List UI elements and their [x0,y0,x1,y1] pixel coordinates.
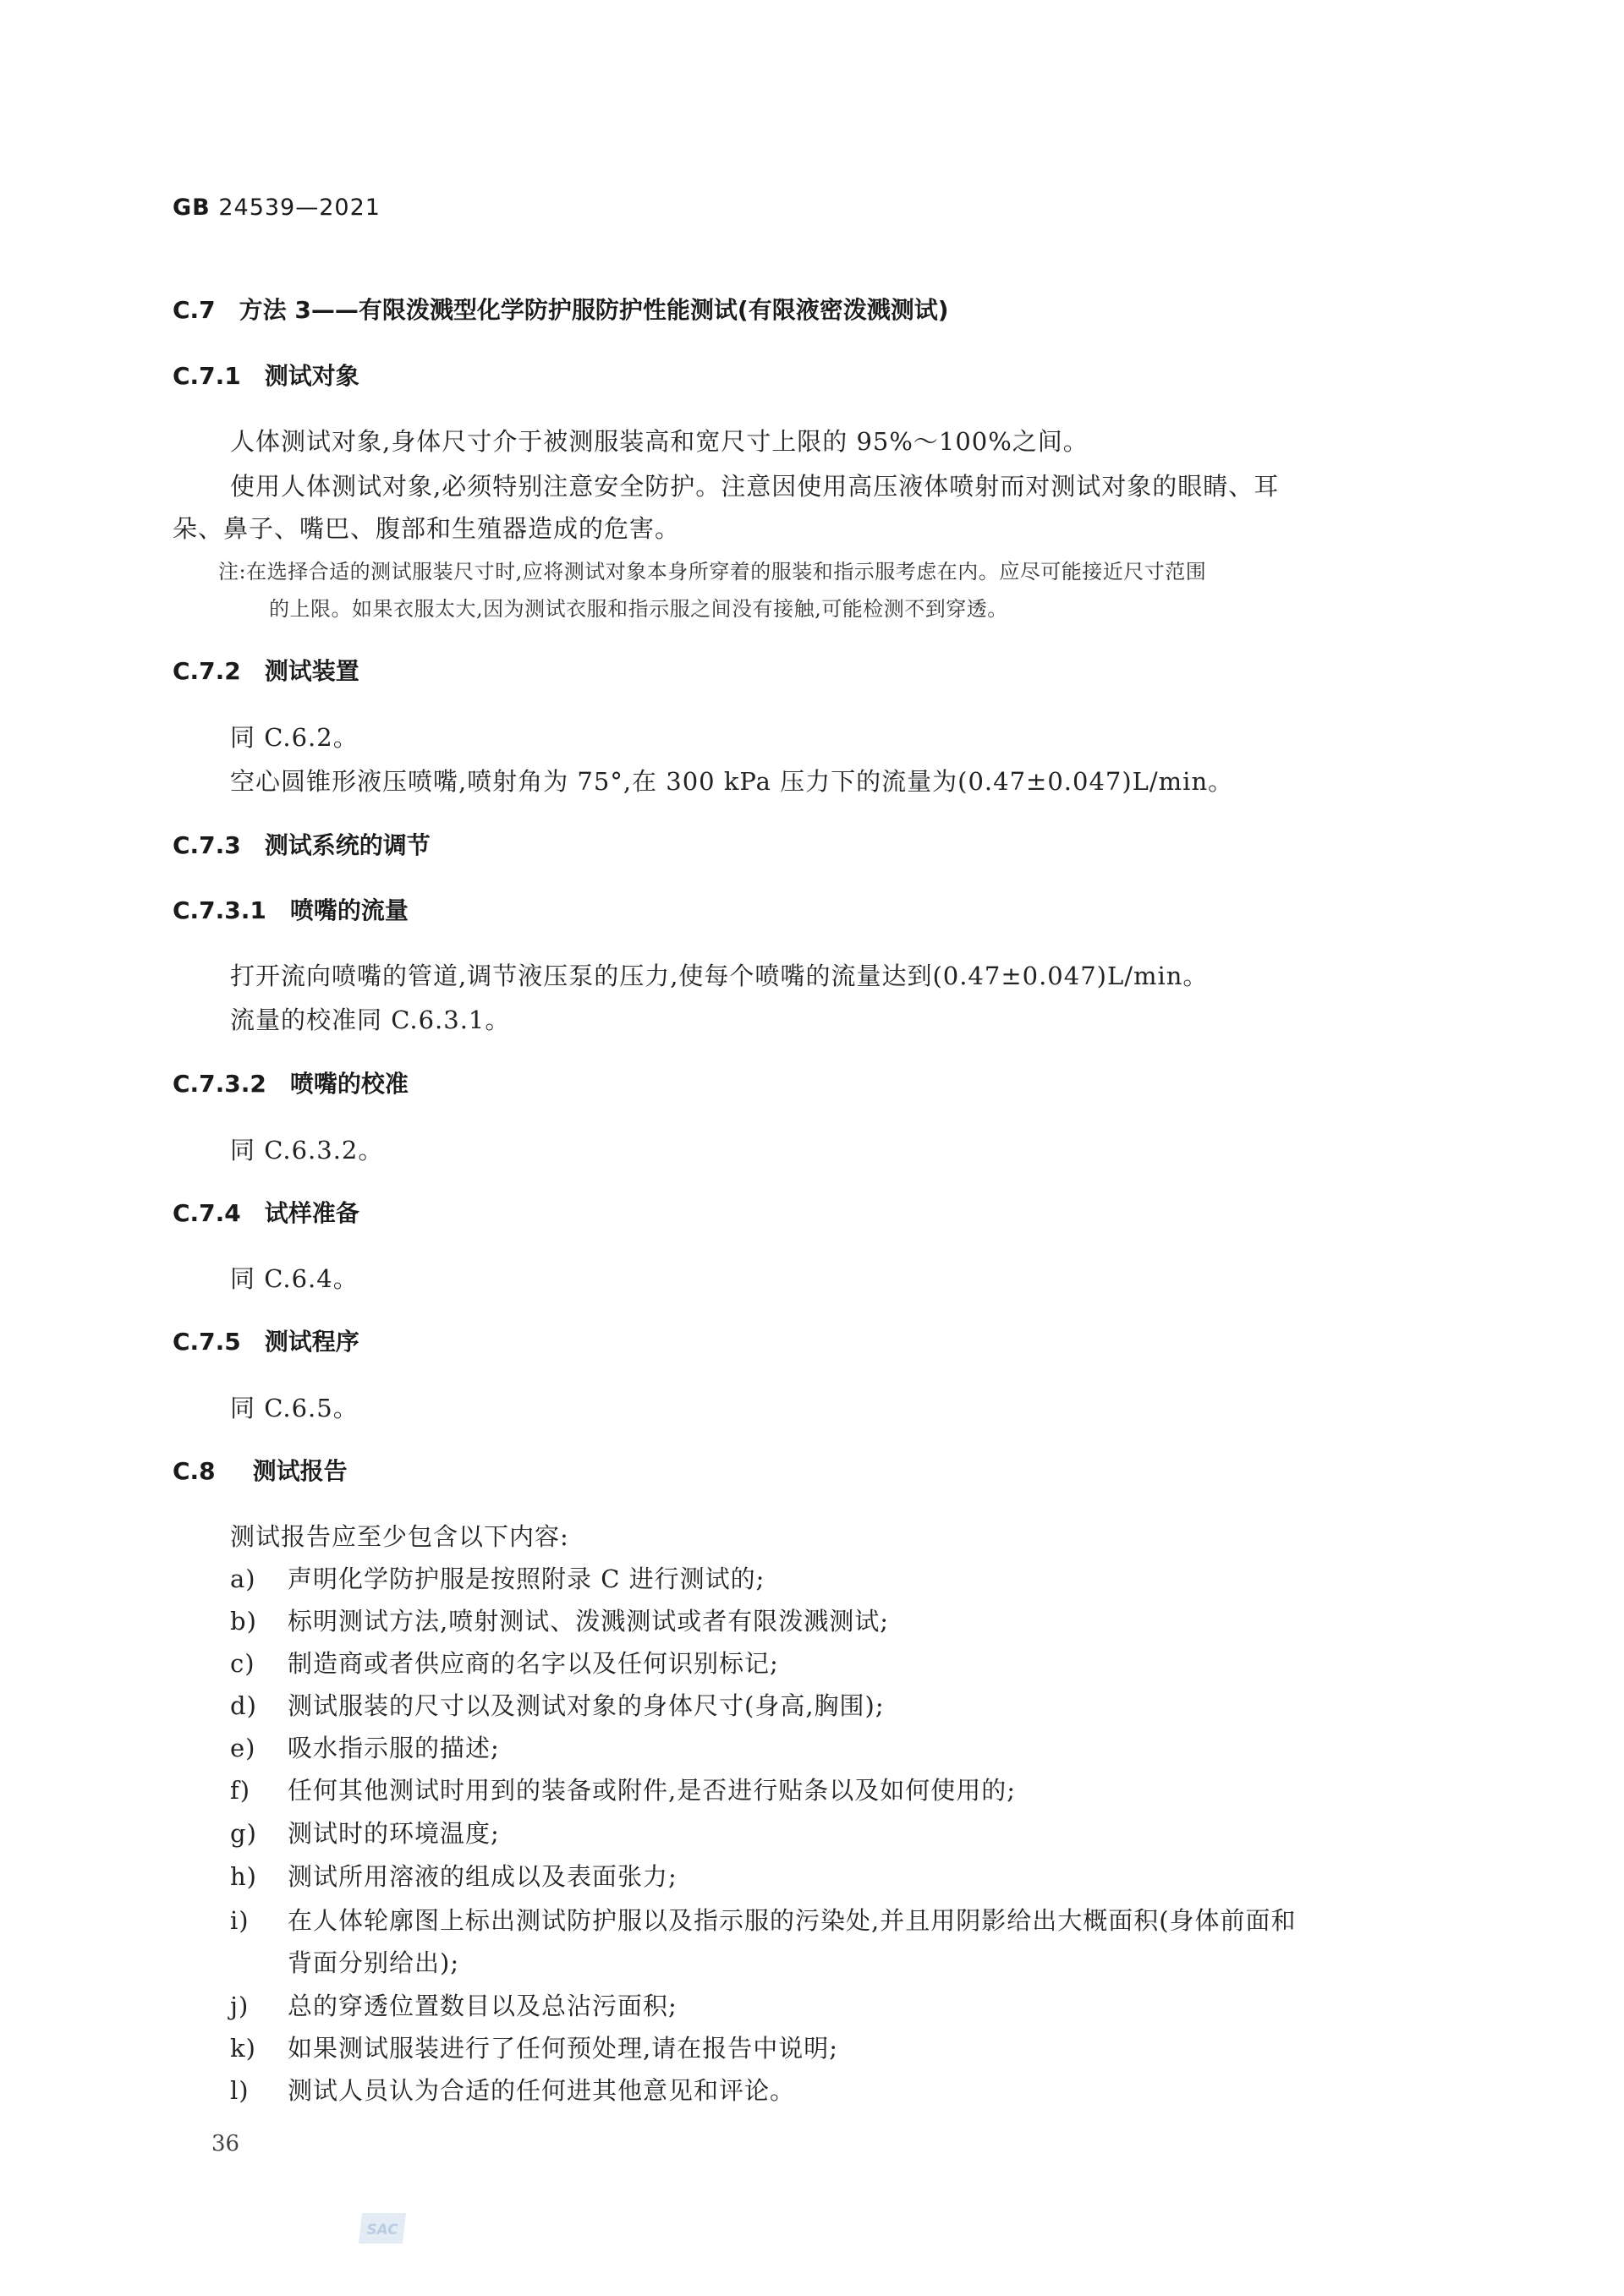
section-title: 喷嘴的流量 [289,896,409,924]
section-number: C.7.3 [173,831,241,859]
section-title: 方法 3——有限泼溅型化学防护服防护性能测试(有限液密泼溅测试) [239,296,949,324]
section-title: 测试报告 [252,1457,348,1485]
paragraph: 打开流向喷嘴的管道,调节液压泵的压力,使每个喷嘴的流量达到(0.47±0.047)L/min。 [230,962,1209,990]
paragraph-continuation: 朵、鼻子、嘴巴、腹部和生殖器造成的危害。 [173,514,681,543]
list-label: h) [230,1862,257,1891]
list-text: 任何其他测试时用到的装备或附件,是否进行贴条以及如何使用的; [288,1776,1016,1805]
note-continuation: 的上限。如果衣服太大,因为测试衣服和指示服之间没有接触,可能检测不到穿透。 [269,597,1008,621]
list-item [230,2030,838,2064]
list-text: 标明测试方法,喷射测试、泼溅测试或者有限泼溅测试; [288,1607,889,1636]
list-label: i) [230,1906,250,1935]
section-heading-c731 [173,892,409,926]
list-label: a) [230,1564,256,1593]
section-number: C.7.1 [173,362,241,390]
list-text: 测试所用溶液的组成以及表面张力; [288,1862,678,1891]
list-label: g) [230,1819,257,1848]
list-label: k) [230,2034,256,2063]
section-heading-c74 [173,1195,359,1229]
standard-number: 24539—2021 [218,195,381,221]
list-label: c) [230,1649,255,1678]
section-number: C.7.5 [173,1328,241,1356]
section-number: C.7.3.1 [173,896,266,924]
paragraph: 测试报告应至少包含以下内容: [230,1522,569,1551]
section-number: C.7.2 [173,657,241,685]
list-item-continuation [230,1944,459,1979]
section-title: 喷嘴的校准 [289,1070,409,1098]
list-text: 背面分别给出); [288,1948,460,1977]
list-item [230,1858,678,1893]
list-label: d) [230,1691,257,1720]
page-number: 36 [211,2131,240,2156]
paragraph: 同 C.6.5。 [230,1394,359,1422]
sac-logo [357,2211,408,2245]
paragraph: 同 C.6.2。 [230,723,359,752]
section-title: 测试装置 [264,657,359,685]
list-text: 总的穿透位置数目以及总沾污面积; [288,1992,678,2020]
section-heading-c71 [173,358,359,392]
standard-prefix: GB [173,195,211,221]
section-heading-c72 [173,653,359,687]
list-label: l) [230,2076,250,2105]
section-number: C.7.4 [173,1199,241,1227]
list-text: 声明化学防护服是按照附录 C 进行测试的; [288,1564,765,1593]
section-number: C.7 [173,296,216,324]
section-number: C.7.3.2 [173,1070,266,1098]
list-item [230,1815,500,1849]
paragraph: 空心圆锥形液压喷嘴,喷射角为 75°,在 300 kPa 压力下的流量为(0.47±0.047)L/min。 [230,767,1234,796]
list-item [230,1687,885,1722]
list-label: j) [230,1992,250,2020]
section-heading-c73 [173,827,431,861]
section-title: 测试系统的调节 [264,831,431,859]
section-title: 测试程序 [264,1328,359,1356]
list-text: 制造商或者供应商的名字以及任何识别标记; [288,1649,779,1678]
list-label: b) [230,1607,257,1636]
list-text: 吸水指示服的描述; [288,1734,500,1762]
list-text: 测试人员认为合适的任何进其他意见和评论。 [288,2076,796,2105]
section-heading-c7 [173,292,949,326]
paragraph: 同 C.6.4。 [230,1264,359,1293]
paragraph: 人体测试对象,身体尺寸介于被测服装高和宽尺寸上限的 95%～100%之间。 [230,427,1089,456]
list-text: 测试时的环境温度; [288,1819,500,1848]
section-title: 测试对象 [264,362,359,390]
paragraph: 流量的校准同 C.6.3.1。 [230,1006,511,1034]
list-item [230,1772,1016,1806]
section-number: C.8 [173,1457,216,1485]
section-title: 试样准备 [264,1199,359,1227]
note: 注:在选择合适的测试服装尺寸时,应将测试对象本身所穿着的服装和指示服考虑在内。应尽可能接近尺寸范围 [218,560,1207,584]
paragraph: 同 C.6.3.2。 [230,1136,384,1164]
list-item [230,1560,765,1595]
section-heading-c75 [173,1323,359,1357]
paragraph: 使用人体测试对象,必须特别注意安全防护。注意因使用高压液体喷射而对测试对象的眼睛、耳 [230,472,1280,501]
list-item [230,2072,795,2107]
list-text: 如果测试服装进行了任何预处理,请在报告中说明; [288,2034,838,2063]
list-item [230,1729,500,1764]
list-label: f) [230,1776,251,1805]
section-heading-c732 [173,1066,409,1099]
list-item [230,1987,678,2022]
list-text: 测试服装的尺寸以及测试对象的身体尺寸(身高,胸围); [288,1691,885,1720]
standard-code [173,195,381,221]
list-item [230,1902,1297,1937]
list-text: 在人体轮廓图上标出测试防护服以及指示服的污染处,并且用阴影给出大概面积(身体前面和 [288,1906,1297,1935]
list-item [230,1645,779,1680]
list-label: e) [230,1734,256,1762]
list-item [230,1603,889,1637]
section-heading-c8 [173,1453,348,1487]
logo-text: SAC [366,2222,398,2238]
